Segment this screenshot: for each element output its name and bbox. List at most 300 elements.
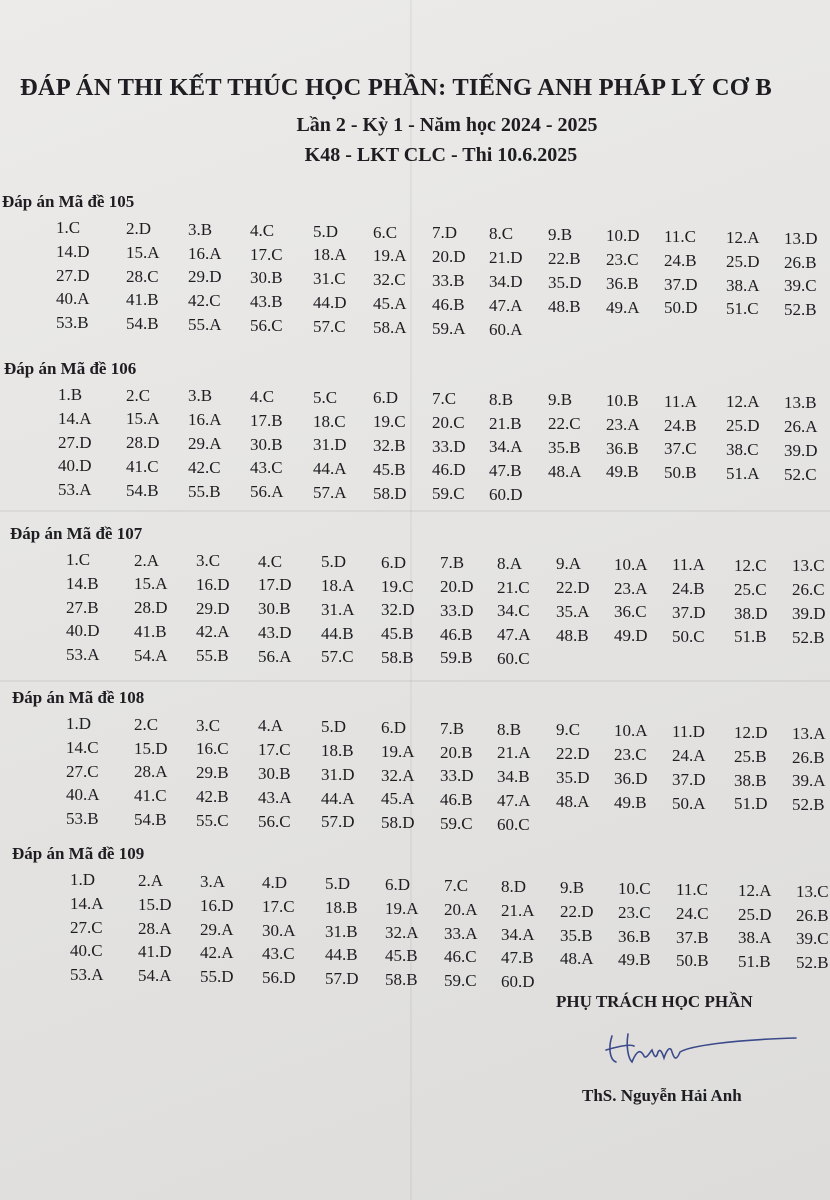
answer-item: 3.C — [196, 715, 221, 735]
answer-item: 54.A — [138, 966, 172, 986]
answer-item: 53.A — [58, 480, 92, 500]
answer-item: 1.C — [66, 550, 91, 569]
answer-item: 42.A — [196, 622, 230, 642]
answer-item: 3.B — [188, 219, 213, 239]
answer-item: 9.A — [556, 554, 582, 574]
answer-item: 20.C — [432, 412, 465, 432]
answer-item: 37.D — [664, 274, 698, 294]
answer-item: 43.D — [258, 623, 292, 643]
answer-item: 18.A — [313, 245, 347, 265]
answer-item: 28.D — [126, 433, 160, 453]
answer-item: 29.B — [196, 763, 229, 783]
answer-item: 17.C — [250, 244, 283, 264]
answer-item: 10.D — [606, 226, 640, 246]
document-title: ĐÁP ÁN THI KẾT THÚC HỌC PHẦN: TIẾNG ANH PHÁP LÝ CƠ B — [20, 74, 772, 101]
answer-item: 47.B — [501, 948, 534, 968]
answer-item: 49.B — [606, 462, 639, 482]
answer-item: 23.A — [614, 578, 648, 598]
answer-item: 35.D — [548, 272, 582, 292]
answer-item: 43.B — [250, 292, 283, 312]
answer-item: 39.D — [792, 604, 826, 624]
answer-item: 8.C — [489, 224, 514, 244]
answer-item: 23.A — [606, 414, 640, 434]
answer-item: 57.A — [313, 482, 347, 502]
answer-item: 21.C — [497, 577, 530, 597]
answer-item: 2.A — [138, 870, 164, 890]
answer-item: 9.B — [548, 390, 573, 410]
answer-item: 39.C — [784, 276, 817, 296]
document-subtitle-class: K48 - LKT CLC - Thi 10.6.2025 — [304, 144, 578, 166]
answer-item: 40.A — [66, 785, 100, 805]
answer-item: 60.D — [501, 972, 535, 992]
handwritten-signature — [600, 1022, 800, 1077]
answer-item: 45.B — [381, 624, 414, 644]
answer-item: 47.A — [489, 295, 523, 315]
answer-item: 45.B — [385, 946, 418, 966]
answer-item: 31.A — [321, 599, 355, 619]
answer-item: 51.B — [734, 627, 767, 647]
answer-item: 5.D — [321, 552, 347, 572]
answer-item: 57.D — [321, 812, 355, 832]
answer-item: 26.A — [784, 416, 818, 436]
answer-item: 2.C — [134, 714, 159, 734]
answer-item: 18.B — [325, 897, 358, 917]
answer-item: 38.A — [738, 928, 772, 948]
answer-item: 13.C — [792, 556, 825, 576]
answer-item: 34.B — [497, 767, 530, 787]
answer-item: 53.B — [66, 809, 99, 829]
answer-item: 52.C — [784, 464, 817, 484]
answer-item: 13.D — [784, 228, 818, 248]
answer-item: 19.A — [373, 246, 407, 266]
answer-item: 6.D — [373, 388, 399, 408]
answer-item: 11.A — [664, 391, 697, 411]
answer-item: 26.B — [784, 252, 817, 272]
answer-item: 35.A — [556, 601, 590, 621]
answer-item: 59.A — [432, 318, 466, 338]
answer-item: 37.C — [664, 439, 697, 459]
answer-item: 17.C — [262, 896, 295, 916]
answer-item: 36.C — [614, 602, 647, 622]
answer-item: 58.B — [385, 970, 418, 990]
answer-item: 39.A — [792, 771, 826, 791]
answer-item: 16.D — [200, 895, 234, 915]
answer-item: 12.D — [734, 722, 768, 742]
answer-item: 6.D — [381, 718, 407, 738]
answer-item: 48.A — [560, 949, 594, 969]
answer-item: 5.D — [313, 221, 339, 241]
answer-item: 59.C — [440, 814, 473, 834]
answer-item: 47.B — [489, 461, 522, 481]
answer-item: 36.D — [614, 768, 648, 788]
answer-item: 41.D — [138, 942, 172, 962]
answer-item: 8.B — [497, 719, 522, 739]
answer-item: 49.A — [606, 297, 640, 317]
answer-item: 41.C — [126, 457, 159, 477]
answer-item: 23.C — [614, 745, 647, 765]
document-subtitle-term: Lần 2 - Kỳ 1 - Năm học 2024 - 2025 — [296, 114, 598, 136]
answer-item: 7.C — [444, 875, 469, 895]
answer-item: 15.A — [126, 242, 160, 262]
answer-item: 58.A — [373, 317, 407, 337]
answer-item: 22.D — [560, 901, 594, 921]
answer-item: 55.C — [196, 810, 229, 830]
answer-item: 22.B — [548, 249, 581, 268]
answer-item: 36.B — [606, 438, 639, 458]
answer-item: 30.B — [250, 434, 283, 454]
answer-item: 32.B — [373, 435, 406, 455]
answer-item: 31.B — [325, 921, 358, 941]
section-heading: Đáp án Mã đề 109 — [12, 844, 145, 863]
answer-item: 22.C — [548, 414, 581, 434]
answer-item: 48.B — [548, 296, 581, 316]
answer-item: 10.A — [614, 554, 648, 574]
answer-item: 18.C — [313, 411, 346, 431]
answer-item: 25.C — [734, 579, 767, 599]
answer-item: 36.B — [606, 273, 639, 293]
answer-item: 1.D — [70, 870, 96, 889]
answer-item: 33.D — [440, 600, 474, 620]
answer-item: 9.C — [556, 720, 581, 740]
answer-item: 14.B — [66, 573, 99, 593]
answer-item: 11.C — [664, 227, 696, 246]
answer-item: 50.B — [664, 463, 697, 483]
answer-item: 13.C — [796, 881, 829, 901]
signature-role: PHỤ TRÁCH HỌC PHẦN — [556, 992, 753, 1011]
answer-item: 30.B — [258, 599, 291, 619]
answer-item: 48.B — [556, 625, 589, 645]
answer-item: 7.B — [440, 553, 465, 573]
answer-item: 37.B — [676, 927, 709, 947]
answer-item: 50.A — [672, 793, 706, 813]
answer-item: 16.D — [196, 574, 230, 594]
answer-item: 24.B — [664, 415, 697, 435]
answer-item: 12.C — [734, 555, 767, 575]
answer-item: 7.C — [432, 389, 457, 409]
answer-item: 34.A — [501, 924, 535, 944]
answer-item: 11.C — [676, 879, 708, 899]
answer-item: 22.D — [556, 744, 590, 764]
answer-item: 43.C — [262, 944, 295, 964]
answer-item: 47.A — [497, 791, 531, 811]
answer-item: 11.D — [672, 722, 705, 742]
answer-item: 3.A — [200, 871, 226, 891]
answer-item: 27.D — [56, 265, 90, 285]
answer-item: 3.B — [188, 386, 213, 406]
answer-item: 35.D — [556, 768, 590, 788]
answer-item: 53.B — [56, 313, 89, 333]
answer-item: 58.D — [373, 483, 407, 503]
answer-item: 4.C — [258, 551, 283, 571]
answer-item: 27.C — [66, 761, 99, 781]
answer-item: 54.B — [126, 314, 159, 334]
answer-item: 47.A — [497, 625, 531, 645]
answer-item: 40.C — [70, 941, 103, 961]
answer-item: 44.A — [313, 459, 347, 479]
answer-item: 55.D — [200, 967, 234, 987]
answer-item: 46.B — [440, 790, 473, 810]
answer-item: 13.B — [784, 393, 817, 413]
answer-item: 28.A — [138, 918, 172, 938]
answer-item: 54.B — [134, 810, 167, 829]
answer-item: 54.B — [126, 480, 159, 500]
answer-item: 51.D — [734, 794, 768, 814]
answer-item: 5.C — [313, 387, 338, 407]
answer-item: 32.A — [381, 765, 415, 785]
answer-item: 53.A — [66, 645, 100, 665]
answer-item: 45.B — [373, 459, 406, 479]
answer-item: 49.D — [614, 626, 648, 646]
answer-item: 25.D — [726, 416, 760, 436]
answer-item: 9.B — [560, 877, 585, 897]
answer-item: 46.B — [440, 624, 473, 644]
answer-item: 52.B — [792, 795, 825, 815]
answer-item: 32.C — [373, 270, 406, 290]
answer-item: 22.D — [556, 578, 590, 598]
answer-item: 19.C — [373, 412, 406, 432]
answer-item: 8.D — [501, 876, 527, 896]
answer-item: 29.A — [188, 433, 222, 453]
answer-item: 24.B — [664, 250, 697, 270]
answer-item: 34.C — [497, 601, 530, 621]
answer-item: 26.B — [796, 905, 829, 925]
answer-item: 53.A — [70, 965, 104, 985]
answer-item: 51.A — [726, 463, 760, 483]
answer-item: 57.D — [325, 969, 359, 989]
section-heading: Đáp án Mã đề 107 — [10, 524, 143, 543]
answer-item: 33.D — [432, 436, 466, 456]
answer-item: 51.C — [726, 299, 759, 319]
answer-item: 58.B — [381, 647, 414, 667]
answer-item: 4.D — [262, 872, 288, 892]
answer-item: 21.B — [489, 413, 522, 433]
answer-item: 11.A — [672, 555, 705, 575]
answer-item: 16.A — [188, 410, 222, 430]
answer-item: 45.A — [373, 293, 407, 313]
answer-item: 25.D — [738, 904, 772, 924]
answer-item: 57.C — [321, 647, 354, 667]
answer-item: 17.B — [250, 410, 283, 430]
answer-item: 19.A — [381, 741, 415, 761]
answer-item: 31.D — [321, 764, 355, 784]
answer-item: 59.B — [440, 648, 473, 668]
answer-item: 4.C — [250, 220, 275, 240]
answer-item: 30.A — [262, 920, 296, 940]
answer-item: 35.B — [548, 438, 581, 457]
answer-item: 43.C — [250, 458, 283, 478]
answer-item: 38.B — [734, 770, 767, 790]
answer-item: 14.A — [58, 408, 92, 428]
answer-item: 33.B — [432, 271, 465, 290]
answer-item: 16.A — [188, 243, 222, 263]
answer-item: 8.B — [489, 389, 514, 409]
answer-item: 54.A — [134, 645, 168, 665]
answer-item: 45.A — [381, 789, 415, 809]
answer-item: 19.C — [381, 576, 414, 596]
answer-item: 49.B — [618, 950, 651, 970]
answer-item: 55.A — [188, 315, 222, 334]
answer-item: 27.C — [70, 917, 103, 937]
answer-item: 23.C — [606, 249, 639, 269]
answer-item: 44.B — [321, 623, 354, 643]
answer-item: 56.C — [250, 315, 283, 335]
answer-item: 5.D — [325, 873, 351, 893]
answer-item: 59.C — [432, 484, 465, 504]
answer-item: 37.D — [672, 603, 706, 622]
answer-item: 17.C — [258, 740, 291, 760]
answer-item: 48.A — [548, 461, 582, 481]
answer-item: 30.B — [250, 268, 283, 288]
answer-item: 12.A — [726, 227, 760, 247]
answer-item: 37.D — [672, 769, 706, 789]
answer-item: 12.A — [738, 880, 772, 900]
section-heading: Đáp án Mã đề 108 — [12, 688, 145, 707]
answer-item: 34.D — [489, 271, 523, 291]
answer-item: 6.D — [381, 552, 407, 572]
answer-item: 25.D — [726, 251, 760, 271]
answer-item: 23.C — [618, 902, 651, 922]
answer-item: 20.D — [432, 247, 466, 267]
answer-item: 10.B — [606, 391, 639, 411]
answer-item: 42.C — [188, 291, 221, 311]
answer-item: 34.A — [489, 437, 523, 457]
answer-item: 18.A — [321, 575, 355, 595]
answer-item: 4.A — [258, 716, 284, 736]
answer-item: 50.B — [676, 951, 709, 971]
answer-item: 38.D — [734, 603, 768, 623]
answer-item: 46.D — [432, 460, 466, 480]
answer-item: 56.A — [250, 482, 284, 502]
answer-item: 15.D — [134, 738, 168, 758]
answer-item: 4.C — [250, 387, 275, 407]
section-heading: Đáp án Mã đề 106 — [4, 359, 137, 378]
answer-item: 36.B — [618, 926, 651, 946]
answer-item: 19.A — [385, 898, 419, 918]
answer-item: 31.D — [313, 435, 347, 455]
answer-item: 7.B — [440, 718, 465, 738]
answer-item: 29.D — [196, 598, 230, 618]
answer-item: 1.B — [58, 385, 83, 404]
answer-item: 21.A — [497, 743, 531, 763]
answer-item: 14.A — [70, 893, 104, 913]
answer-item: 8.A — [497, 553, 523, 573]
answer-item: 17.D — [258, 575, 292, 595]
answer-item: 14.C — [66, 737, 99, 757]
answer-item: 26.C — [792, 580, 825, 600]
answer-item: 38.C — [726, 440, 759, 460]
answer-item: 41.B — [126, 290, 159, 310]
answer-item: 28.D — [134, 598, 168, 618]
answer-item: 57.C — [313, 316, 346, 336]
answer-item: 32.D — [381, 600, 415, 620]
answer-item: 55.B — [188, 481, 221, 501]
answer-item: 60.D — [489, 484, 523, 504]
answer-item: 52.B — [792, 627, 825, 647]
answer-item: 43.A — [258, 787, 292, 807]
answer-item: 28.A — [134, 762, 168, 782]
answer-item: 1.D — [66, 714, 92, 733]
answer-item: 48.A — [556, 791, 590, 811]
answer-item: 14.D — [56, 241, 90, 261]
answer-item: 24.C — [676, 903, 709, 923]
answer-item: 39.D — [784, 440, 818, 460]
answer-item: 6.D — [385, 874, 411, 894]
answer-item: 60.A — [489, 319, 523, 339]
answer-item: 55.B — [196, 646, 229, 666]
answer-item: 31.C — [313, 269, 346, 289]
answer-item: 52.B — [784, 300, 817, 320]
answer-item: 52.B — [796, 953, 829, 973]
answer-item: 44.A — [321, 788, 355, 808]
answer-item: 21.A — [501, 900, 535, 920]
answer-item: 6.C — [373, 222, 398, 242]
answer-item: 46.B — [432, 294, 465, 314]
answer-item: 12.A — [726, 392, 760, 412]
signature-name: ThS. Nguyễn Hải Anh — [582, 1086, 742, 1105]
answer-item: 56.C — [258, 811, 291, 831]
answer-item: 13.A — [792, 723, 826, 743]
answer-item: 28.C — [126, 266, 159, 286]
answer-item: 39.C — [796, 929, 829, 949]
answer-item: 46.C — [444, 947, 477, 967]
answer-item: 33.A — [444, 923, 478, 943]
answer-item: 51.B — [738, 952, 771, 972]
section-heading: Đáp án Mã đề 105 — [2, 192, 135, 211]
answer-item: 56.D — [262, 968, 296, 988]
answer-item: 24.B — [672, 579, 705, 599]
answer-item: 15.D — [138, 894, 172, 914]
answer-item: 44.B — [325, 945, 358, 965]
answer-item: 50.D — [664, 298, 698, 318]
answer-item: 21.D — [489, 248, 523, 268]
answer-item: 40.A — [56, 289, 90, 309]
answer-item: 7.D — [432, 223, 458, 243]
answer-item: 42.C — [188, 457, 221, 477]
answer-item: 38.A — [726, 275, 760, 295]
answer-item: 2.D — [126, 218, 152, 238]
answer-item: 3.C — [196, 551, 221, 571]
answer-item: 26.B — [792, 747, 825, 767]
answer-item: 20.A — [444, 899, 478, 919]
answer-item: 10.A — [614, 721, 648, 741]
answer-item: 15.A — [134, 574, 168, 594]
answer-item: 60.C — [497, 814, 530, 834]
answer-item: 2.A — [134, 550, 160, 570]
answer-item: 58.D — [381, 813, 415, 833]
answer-item: 41.C — [134, 786, 167, 806]
answer-item: 24.A — [672, 745, 706, 765]
answer-item: 40.D — [58, 456, 92, 476]
answer-item: 1.C — [56, 218, 81, 237]
answer-item: 20.D — [440, 577, 474, 597]
answer-item: 40.D — [66, 621, 100, 641]
answer-item: 29.D — [188, 267, 222, 287]
answer-item: 9.B — [548, 225, 573, 245]
answer-item: 42.A — [200, 943, 234, 963]
answer-item: 2.C — [126, 385, 151, 405]
answer-item: 35.B — [560, 925, 593, 945]
answer-item: 60.C — [497, 648, 530, 668]
answer-item: 10.C — [618, 878, 651, 898]
answer-item: 30.B — [258, 764, 291, 784]
answer-item: 27.D — [58, 432, 92, 452]
answer-item: 5.D — [321, 717, 347, 737]
answer-item: 56.A — [258, 646, 292, 666]
answer-item: 33.D — [440, 766, 474, 786]
answer-item: 49.B — [614, 792, 647, 812]
answer-item: 27.B — [66, 597, 99, 617]
answer-item: 18.B — [321, 741, 354, 761]
